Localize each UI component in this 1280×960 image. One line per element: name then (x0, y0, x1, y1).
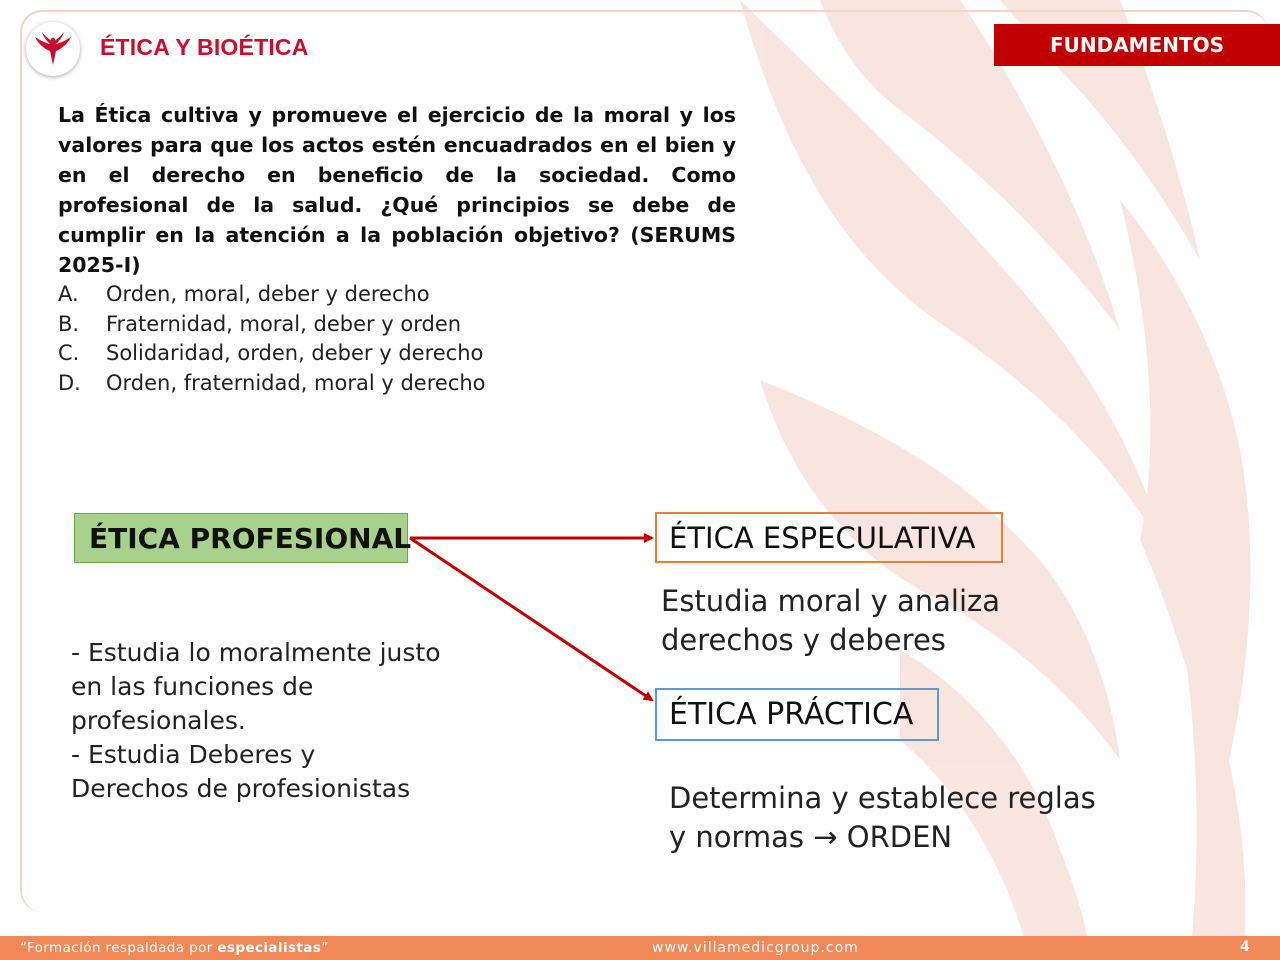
etica-especulativa-box: ÉTICA ESPECULATIVA (655, 512, 1003, 563)
option-letter: C. (58, 341, 80, 365)
etica-profesional-box: ÉTICA PROFESIONAL (74, 513, 408, 563)
description-line: Derechos de profesionistas (71, 774, 411, 803)
footer-website-link[interactable]: www.villamedicgroup.com (652, 940, 859, 956)
description-line: Determina y establece reglas (669, 781, 1096, 815)
etica-practica-box: ÉTICA PRÁCTICA (655, 688, 939, 741)
etica-especulativa-description (661, 582, 1081, 660)
option-text: Fraternidad, moral, deber y orden (106, 311, 462, 336)
description-line: en las funciones de (71, 672, 314, 701)
etica-profesional-description (71, 636, 491, 806)
page-number: 4 (1240, 939, 1250, 955)
option-text: Solidaridad, orden, deber y derecho (106, 341, 484, 365)
slogan-bold: especialistas (217, 940, 322, 956)
slogan-suffix: ” (321, 940, 329, 956)
question-text: La Ética cultiva y promueve el ejercicio de la moral y los valores para que los actos estén encuadrados en el bien y en el derecho en beneficio de la sociedad. Como profesional de la salud. ¿Qué principios se debe de cumplir en la atención a la población objetivo? (SERUMS 2025-I) (58, 103, 736, 277)
description-line: - Estudia Deberes y (71, 740, 316, 769)
description-line: y normas → ORDEN (669, 820, 953, 854)
option-letter: B. (58, 311, 80, 336)
description-line: profesionales. (71, 706, 246, 735)
option-letter: A. (58, 282, 79, 306)
option-letter: D. (58, 370, 81, 395)
footer-bar (0, 936, 1280, 960)
footer-slogan (20, 940, 329, 956)
section-badge: FUNDAMENTOS (994, 24, 1280, 66)
option-text: Orden, fraternidad, moral y derecho (106, 370, 486, 395)
description-line: Estudia moral y analiza (661, 584, 1001, 618)
description-line: - Estudia lo moralmente justo (71, 638, 441, 667)
course-title: ÉTICA Y BIOÉTICA (100, 34, 309, 60)
description-line: derechos y deberes (661, 623, 946, 657)
etica-practica-description (669, 779, 1169, 857)
slogan-prefix: “Formación respaldada por (20, 940, 218, 956)
option-text: Orden, moral, deber y derecho (106, 282, 430, 306)
